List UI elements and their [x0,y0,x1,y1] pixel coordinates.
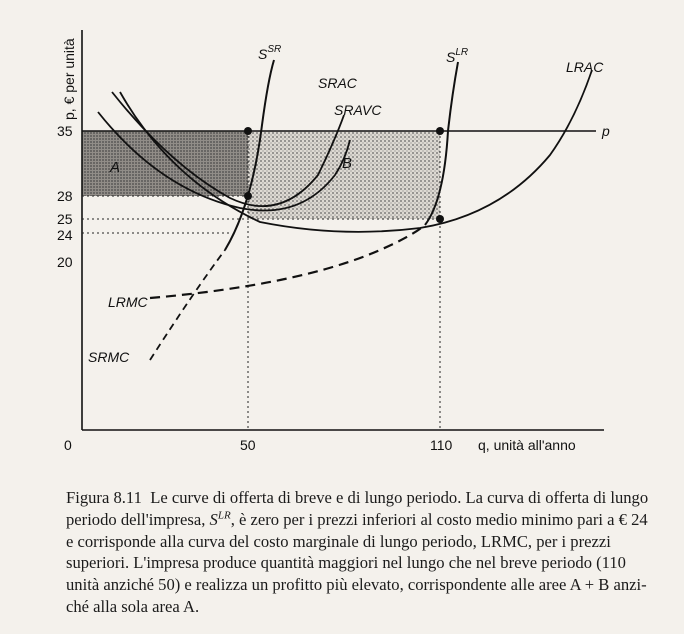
label-sravc: SRAVC [334,102,382,118]
y-axis-label: p, € per unità [61,38,77,120]
y-tick-25: 25 [57,211,73,227]
lrmc-dashed [150,225,425,298]
point-110-35 [436,127,444,135]
area-a-shading [82,131,248,196]
label-srac: SRAC [318,75,357,91]
point-110-25 [436,215,444,223]
y-tick-20: 20 [57,254,73,270]
caption-line-2-sup: LR [217,509,231,522]
caption-line-2-s: S [209,509,218,529]
caption-line-6: ché alla sola area A. [66,596,200,616]
point-50-35 [244,127,252,135]
caption-line-2b: , è zero per i prezzi inferiori al costo medio minimo pari a € 24 [230,509,648,529]
x-tick-50: 50 [240,437,256,453]
caption-line-5: unità anziché 50) e realizza un profitto più elevato, corrispondente alle aree A + B anzi- [66,575,647,595]
figure-caption [66,487,662,618]
caption-line-3: e corrisponde alla curva del costo marginale di lungo periodo, LRMC, per i prezzi [66,531,611,551]
area-b-label: B [342,155,353,172]
x-tick-0: 0 [64,437,72,453]
caption-line-1: Figura 8.11 Le curve di offerta di breve e di lungo periodo. La curva di offerta di lungo [66,488,649,507]
y-tick-24: 24 [57,227,73,243]
area-a-label: A [110,159,121,176]
caption-line-2a: periodo dell'impresa, [66,509,210,529]
x-axis-label: q, unità all'anno [478,437,576,453]
y-tick-28: 28 [57,188,73,204]
label-s-lr: $S^{LR}$ [446,47,469,65]
x-tick-110: 110 [430,437,453,453]
label-srmc: SRMC [88,349,130,365]
label-lrmc: LRMC [108,294,148,310]
label-price: p [602,123,610,139]
point-50-28 [244,192,252,200]
srmc-dashed [150,250,225,360]
caption-line-4: superiori. L'impresa produce quantità maggiori nel lungo che nel breve periodo (110 [66,553,626,573]
label-s-sr: $S^{SR}$ [258,44,282,62]
y-tick-35: 35 [57,123,73,139]
area-b-shading [248,131,440,219]
label-lrac: LRAC [566,59,604,75]
